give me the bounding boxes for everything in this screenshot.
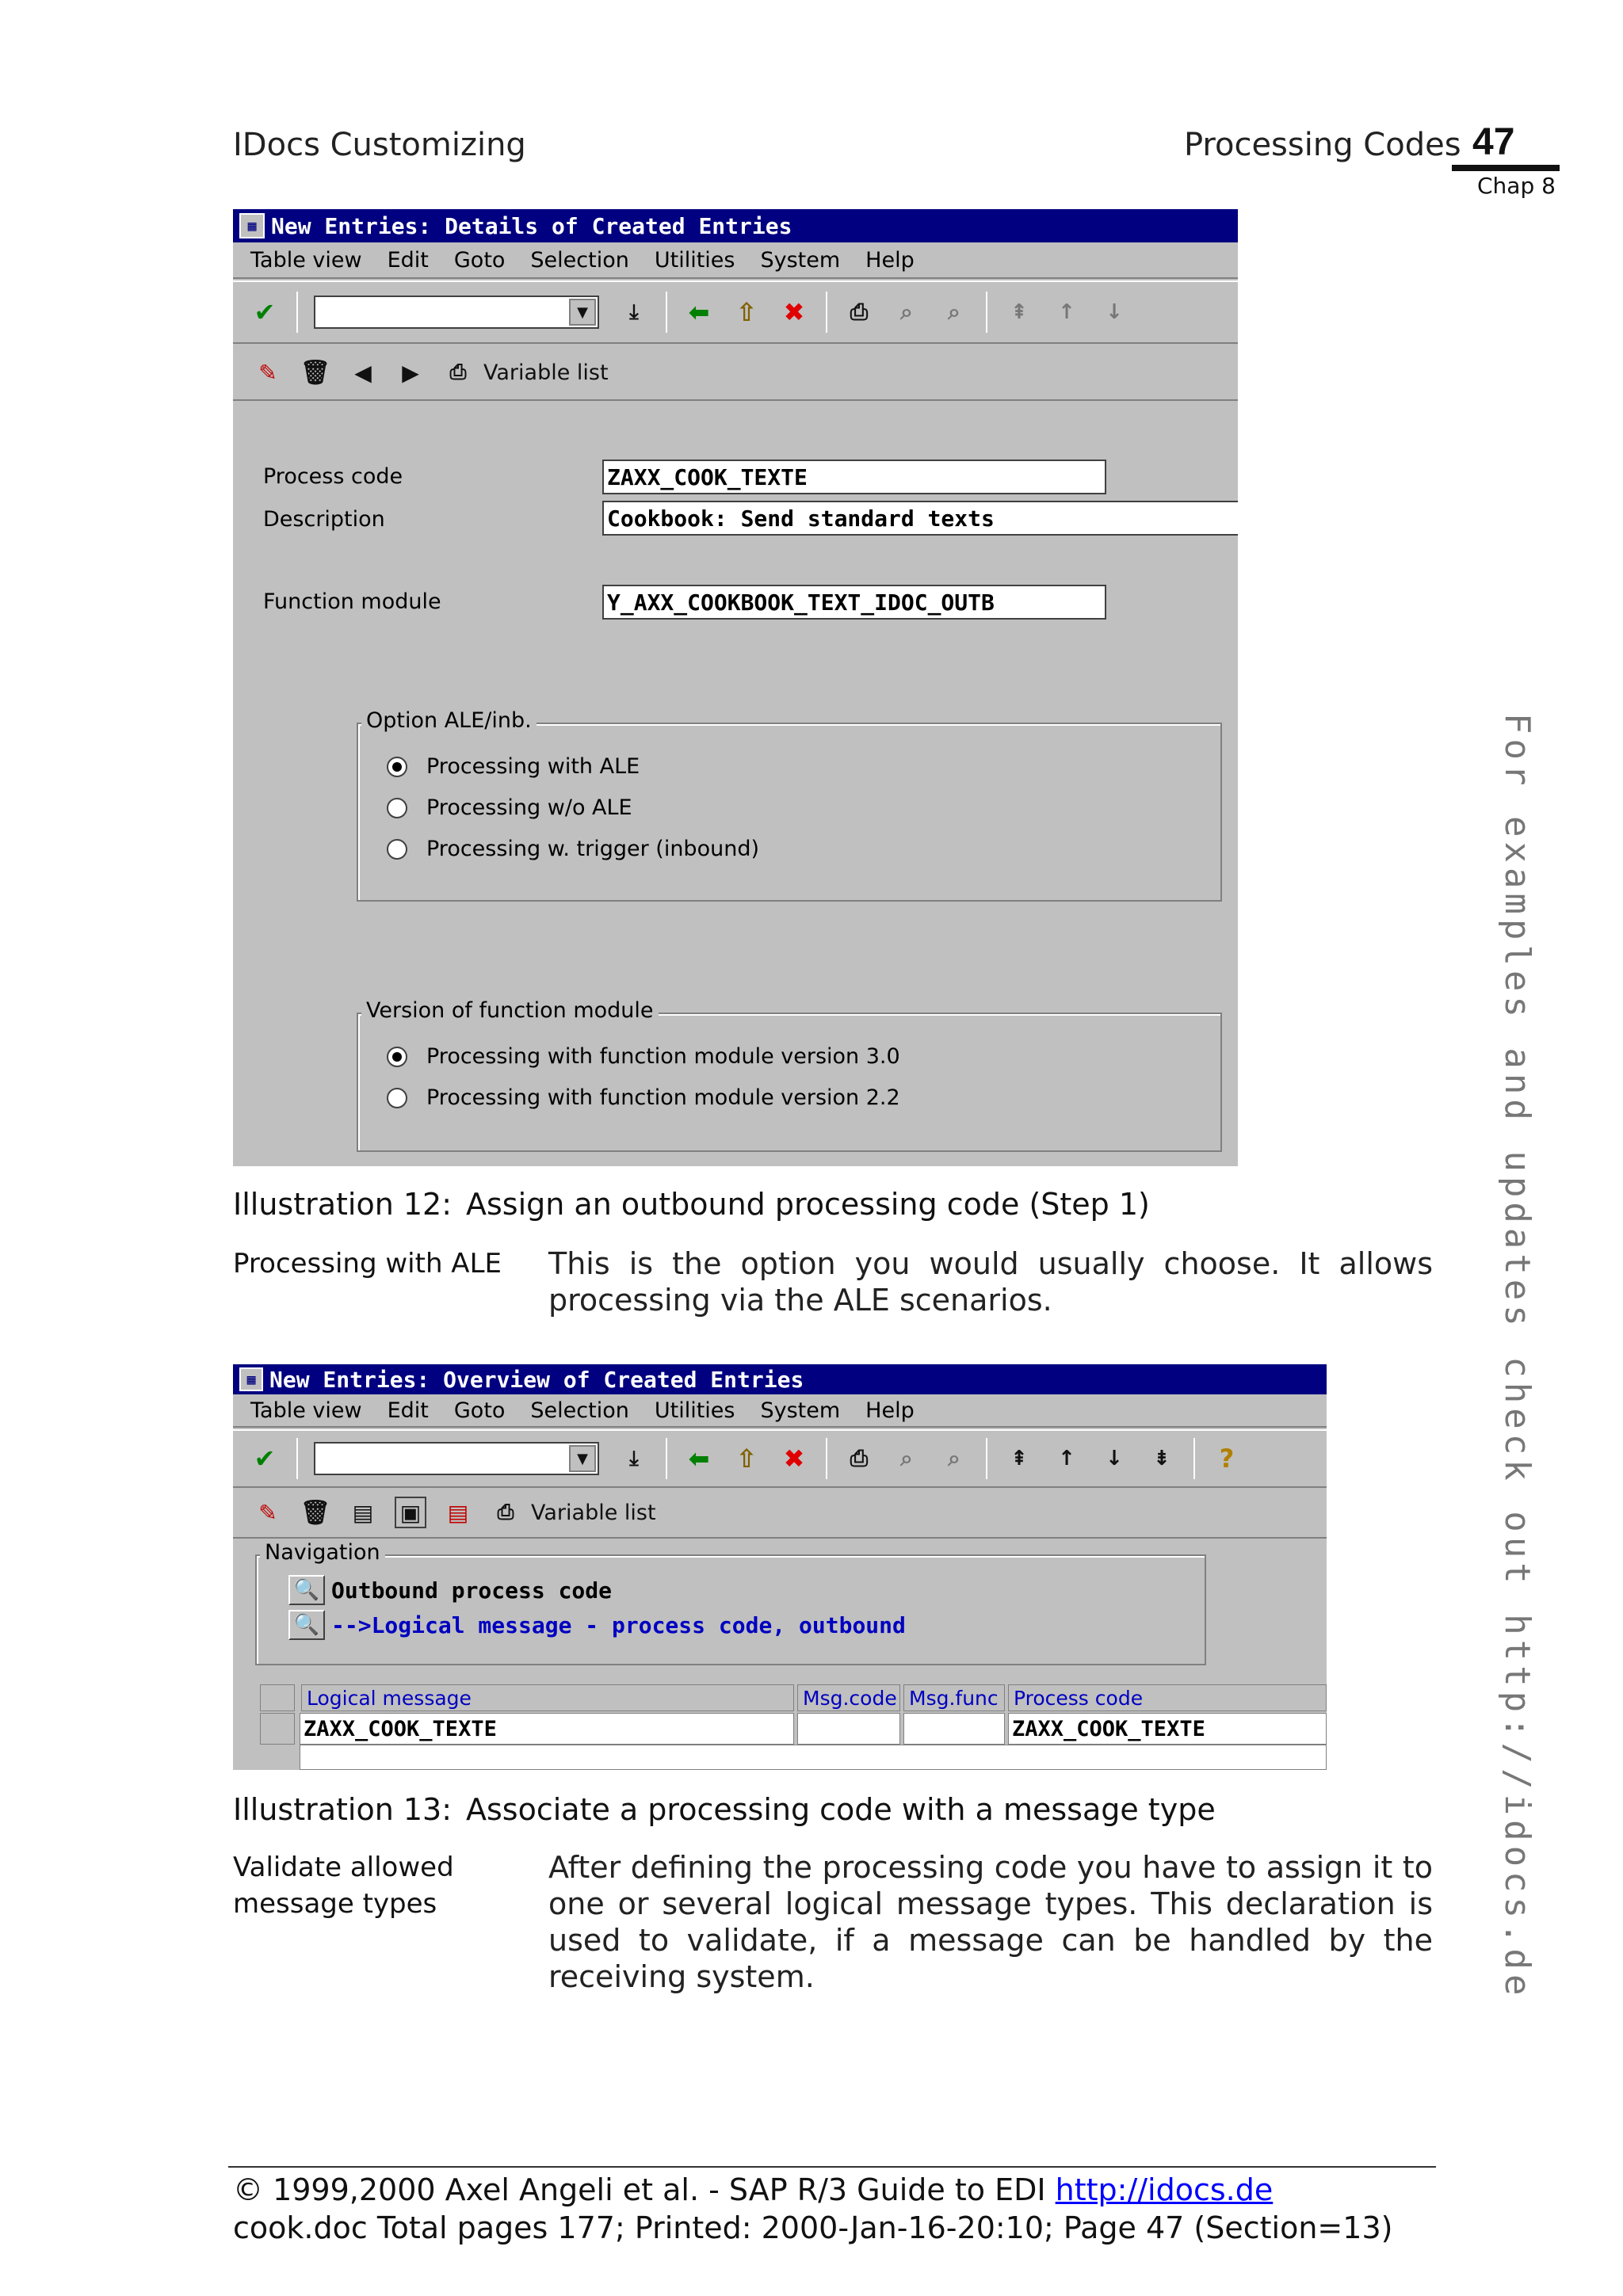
process-code-label: Process code: [263, 464, 403, 489]
col-logical-message[interactable]: Logical message: [301, 1684, 794, 1711]
radio-processing-without-ale[interactable]: Processing w/o ALE: [387, 795, 632, 820]
row-select-button[interactable]: [260, 1713, 295, 1745]
first-page-icon[interactable]: ⇞: [1010, 300, 1028, 324]
menu-goto[interactable]: Goto: [453, 1398, 506, 1423]
cell-msg-func[interactable]: [903, 1713, 1005, 1745]
previous-entry-icon[interactable]: ◀: [354, 359, 372, 386]
radio-version-2-2[interactable]: Processing with function module version 2.2: [387, 1085, 900, 1110]
menu-edit[interactable]: Edit: [387, 247, 429, 273]
find-icon[interactable]: ⌕: [900, 299, 913, 325]
next-entry-icon[interactable]: ▶: [402, 359, 419, 386]
illustration-13-label: Illustration 13:: [233, 1792, 453, 1827]
variable-list-label[interactable]: Variable list: [483, 360, 609, 385]
help-question-icon[interactable]: ?: [1219, 1444, 1235, 1474]
previous-page-icon[interactable]: ↑: [1058, 300, 1075, 324]
paragraph-validate-message-types: After defining the processing code you have to assign it to one or several logical message types. This declaration is used to validate, if a message can be handled by the receiving system.: [548, 1850, 1433, 1994]
save-icon[interactable]: ⤓: [629, 1446, 639, 1470]
select-block-icon[interactable]: ▣: [395, 1497, 426, 1528]
app-icon: ▦: [239, 213, 265, 238]
col-msg-code[interactable]: Msg.code: [797, 1684, 900, 1711]
function-module-label: Function module: [263, 589, 441, 614]
cell-msg-code[interactable]: [797, 1713, 900, 1745]
menu-utilities[interactable]: Utilities: [654, 247, 735, 273]
row-select-header: [260, 1684, 295, 1711]
function-module-field[interactable]: Y_AXX_COOKBOOK_TEXT_IDOC_OUTB: [602, 585, 1106, 620]
nav-logical-message[interactable]: 🔍 -->Logical message - process code, outbound: [288, 1610, 906, 1640]
menu-table-view[interactable]: Table view: [250, 247, 362, 273]
illustration-13-caption: Associate a processing code with a message type: [466, 1792, 1216, 1827]
sap-window-details: [233, 209, 1238, 1166]
menu-system[interactable]: System: [760, 247, 841, 273]
col-process-code[interactable]: Process code: [1008, 1684, 1327, 1711]
deselect-all-icon[interactable]: ▤: [447, 1499, 469, 1526]
command-field[interactable]: [314, 1442, 599, 1475]
margin-label-processing-with-ale: Processing with ALE: [233, 1248, 502, 1280]
margin-label-validate-1: Validate allowed: [233, 1852, 454, 1883]
footer-rule: [228, 2166, 1436, 2168]
radio-version-3-0[interactable]: Processing with function module version 3.0: [387, 1044, 900, 1069]
window-title: New Entries: Details of Created Entries: [271, 212, 792, 239]
footer-copyright: © 1999,2000 Axel Angeli et al. - SAP R/3 Guide to EDI http://idocs.de: [233, 2172, 1274, 2207]
magnifier-icon[interactable]: 🔍: [288, 1610, 325, 1640]
sidebar-url-text: For examples and updates check out http://idocs.de: [1497, 713, 1537, 2000]
save-icon[interactable]: ⤓: [629, 299, 639, 324]
back-arrow-icon[interactable]: ⬅: [688, 297, 710, 327]
dropdown-arrow-icon[interactable]: ▼: [569, 299, 596, 326]
table-empty-row[interactable]: [300, 1745, 1327, 1770]
cell-process-code[interactable]: ZAXX_COOK_TEXTE: [1008, 1713, 1327, 1745]
illustration-12-caption: Assign an outbound processing code (Step 1): [466, 1187, 1150, 1222]
nav-outbound-process-code[interactable]: 🔍 Outbound process code: [288, 1575, 612, 1605]
paragraph-processing-with-ale: This is the option you would usually choose. It allows processing via the ALE scenarios.: [548, 1246, 1433, 1318]
page-number: 47: [1472, 121, 1515, 163]
window-title: New Entries: Overview of Created Entries: [269, 1366, 804, 1393]
exit-up-icon[interactable]: ⇧: [735, 1444, 758, 1474]
description-field[interactable]: Cookbook: Send standard texts: [602, 501, 1238, 536]
menu-table-view[interactable]: Table view: [250, 1398, 362, 1423]
standard-toolbar: [233, 280, 1238, 344]
option-ale-group-title: Option ALE/inb.: [361, 708, 537, 733]
change-display-icon[interactable]: ✎: [258, 1499, 277, 1526]
enter-check-icon[interactable]: ✔: [254, 1444, 276, 1474]
function-module-version-title: Version of function module: [361, 998, 659, 1023]
cancel-x-icon[interactable]: ✖: [783, 1444, 805, 1474]
radio-processing-with-ale[interactable]: Processing with ALE: [387, 754, 640, 779]
header-left: IDocs Customizing: [233, 127, 526, 163]
print-icon[interactable]: ⎙: [850, 299, 869, 325]
magnifier-icon[interactable]: 🔍: [288, 1575, 325, 1605]
chapter-label: Chap 8: [1477, 173, 1556, 199]
standard-toolbar: [233, 1429, 1327, 1488]
variable-list-icon[interactable]: ⎙: [449, 360, 467, 384]
footer-link[interactable]: http://idocs.de: [1055, 2172, 1274, 2207]
menu-edit[interactable]: Edit: [387, 1398, 429, 1423]
variable-list-label[interactable]: Variable list: [531, 1500, 656, 1525]
exit-up-icon[interactable]: ⇧: [735, 297, 758, 327]
delete-trash-icon[interactable]: 🗑: [300, 358, 331, 387]
cell-logical-message[interactable]: ZAXX_COOK_TEXTE: [300, 1713, 794, 1745]
footer-print-info: cook.doc Total pages 177; Printed: 2000-Jan-16-20:10; Page 47 (Section=13): [233, 2210, 1393, 2245]
sap-window-overview: [233, 1364, 1327, 1770]
title-bar: [233, 209, 1238, 242]
find-icon[interactable]: ⌕: [900, 1445, 913, 1471]
select-all-icon[interactable]: ▤: [352, 1499, 374, 1526]
menu-bar: [233, 1394, 1327, 1428]
menu-selection[interactable]: Selection: [530, 1398, 629, 1423]
process-code-field[interactable]: ZAXX_COOK_TEXTE: [602, 460, 1106, 494]
menu-goto[interactable]: Goto: [453, 247, 506, 273]
radio-unselected-icon[interactable]: [387, 1088, 407, 1108]
menu-bar: [233, 242, 1238, 279]
radio-selected-icon[interactable]: [387, 1047, 407, 1067]
first-page-icon[interactable]: ⇞: [1010, 1447, 1028, 1470]
enter-check-icon[interactable]: ✔: [254, 297, 276, 327]
application-toolbar: [233, 1488, 1327, 1539]
menu-selection[interactable]: Selection: [530, 247, 629, 273]
radio-unselected-icon[interactable]: [387, 798, 407, 818]
variable-list-icon[interactable]: ⎙: [497, 1500, 514, 1524]
change-display-icon[interactable]: ✎: [258, 359, 277, 386]
next-page-icon[interactable]: ↓: [1106, 300, 1123, 324]
cancel-x-icon[interactable]: ✖: [783, 297, 805, 327]
dropdown-arrow-icon[interactable]: ▼: [569, 1445, 596, 1472]
application-toolbar: [233, 345, 1238, 401]
radio-unselected-icon[interactable]: [387, 839, 407, 860]
back-arrow-icon[interactable]: ⬅: [688, 1444, 710, 1474]
radio-selected-icon[interactable]: [387, 757, 407, 777]
title-bar: [233, 1364, 1327, 1394]
command-field[interactable]: [314, 296, 599, 329]
illustration-12-label: Illustration 12:: [233, 1187, 453, 1222]
header-rule: [1452, 165, 1560, 171]
description-label: Description: [263, 507, 385, 532]
navigation-title: Navigation: [260, 1540, 385, 1565]
radio-processing-trigger-inbound[interactable]: Processing w. trigger (inbound): [387, 837, 759, 861]
find-next-icon[interactable]: ⌕: [948, 1445, 960, 1471]
function-module-version-group: [357, 1013, 1222, 1152]
delete-trash-icon[interactable]: 🗑: [300, 1498, 331, 1527]
app-icon: ▦: [239, 1367, 263, 1391]
menu-help[interactable]: Help: [865, 1398, 915, 1423]
last-page-icon[interactable]: ⇟: [1153, 1447, 1170, 1470]
col-msg-func[interactable]: Msg.func: [903, 1684, 1005, 1711]
menu-system[interactable]: System: [760, 1398, 841, 1423]
next-page-icon[interactable]: ↓: [1106, 1447, 1123, 1470]
find-next-icon[interactable]: ⌕: [948, 299, 960, 325]
margin-label-validate-2: message types: [233, 1888, 437, 1920]
header-right: Processing Codes: [1184, 127, 1461, 163]
menu-help[interactable]: Help: [865, 247, 915, 273]
print-icon[interactable]: ⎙: [850, 1445, 869, 1471]
previous-page-icon[interactable]: ↑: [1058, 1447, 1075, 1470]
menu-utilities[interactable]: Utilities: [654, 1398, 735, 1423]
